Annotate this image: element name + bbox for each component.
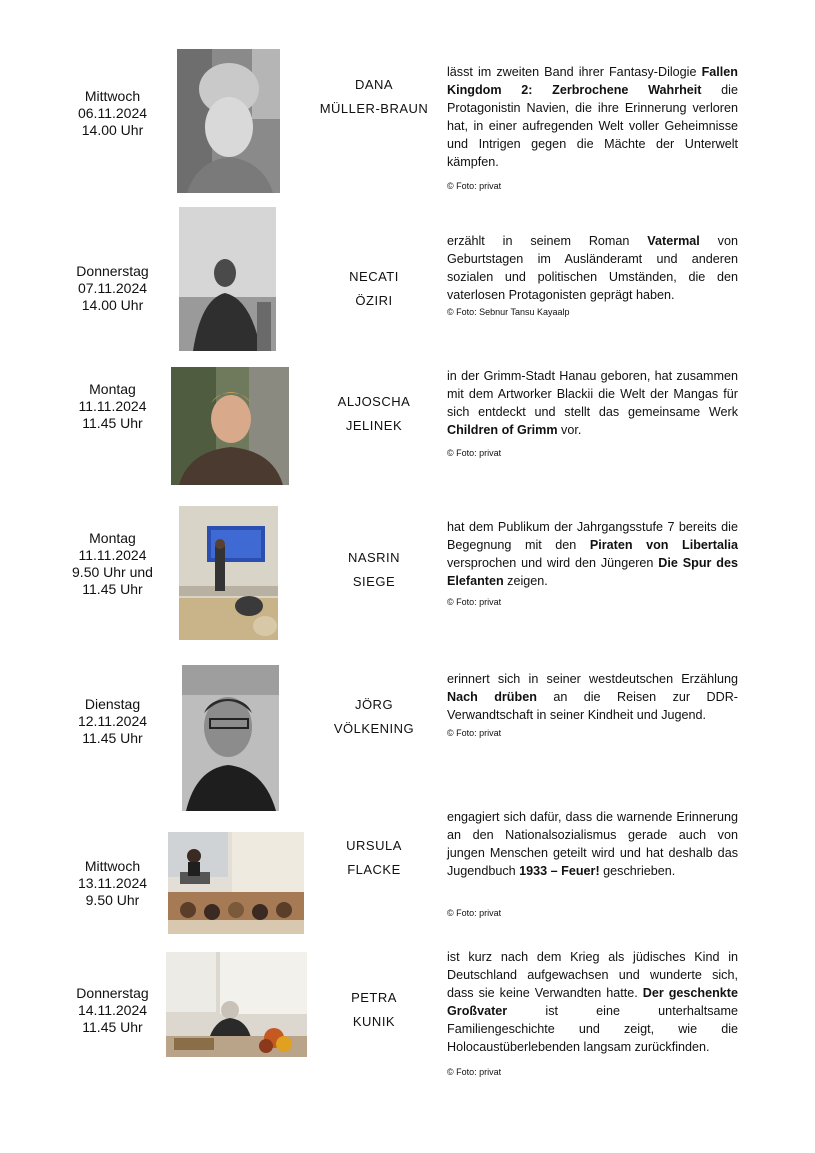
entry-date-5	[55, 696, 170, 747]
desc-text: erzählt in seinem Roman	[447, 234, 648, 248]
entry-time-2: 11.45 Uhr	[82, 581, 143, 597]
photo-credit-5: © Foto: privat	[447, 728, 502, 738]
desc-text: von Geburtstagen im Ausländeramt und anderen sozialen und politischen Umständen, die den vaterlosen Protagonisten geprägt haben.	[447, 234, 738, 302]
photo-credit-3: © Foto: privat	[447, 448, 502, 458]
book-title: Der geschenkte Großvater	[447, 986, 739, 1018]
name-line1: NASRIN	[347, 550, 401, 565]
entry-date: 14.11.2024	[77, 1002, 148, 1018]
author-photo-7	[166, 952, 307, 1057]
name-line2: SIEGE	[352, 574, 396, 589]
book-title: Fallen Kingdom 2: Zerbrochene Wahrheit	[447, 65, 738, 97]
name-line2: ÖZIRI	[355, 293, 393, 308]
entry-date-6	[55, 858, 170, 909]
name-line1: DANA	[354, 77, 394, 92]
author-name-2	[318, 265, 430, 313]
book-title: Piraten von Libertalia	[589, 538, 738, 552]
entry-day: Montag	[89, 381, 136, 397]
entry-date-7	[55, 985, 170, 1036]
photo-credit-7: © Foto: privat	[447, 1067, 502, 1077]
book-title: Nach drüben	[447, 690, 537, 704]
entry-time: 14.00 Uhr	[81, 297, 144, 313]
author-photo-4	[179, 506, 278, 640]
desc-text: geschrieben.	[599, 864, 676, 878]
entry-date: 12.11.2024	[77, 713, 148, 729]
desc-text: erinnert sich in seiner westdeutschen Erzählung	[447, 672, 738, 686]
desc-text: an die Reisen zur DDR-Verwandtschaft in seiner Kindheit und Jugend.	[447, 690, 738, 722]
entry-day: Mittwoch	[84, 88, 141, 104]
entry-time: 14.00 Uhr	[81, 122, 144, 138]
entry-description-4	[447, 518, 738, 590]
photo-credit-2: © Foto: Sebnur Tansu Kayaalp	[447, 307, 570, 317]
entry-time: 9.50 Uhr und	[72, 564, 153, 580]
desc-text: die Protagonistin Navien, die ihre Erinnerung verloren hat, in einer aufregenden Welt voller Geheimnisse und Intrigen gegen die Mächte der Unterwelt kämpfen.	[447, 83, 738, 169]
desc-text: vor.	[557, 423, 582, 437]
entry-description-1	[447, 63, 738, 171]
photo-credit-6: © Foto: privat	[447, 908, 502, 918]
desc-text: hat dem Publikum der Jahrgangsstufe 7 bereits die Begegnung mit den	[447, 520, 738, 552]
entry-day: Dienstag	[84, 696, 141, 712]
entry-date: 06.11.2024	[77, 105, 148, 121]
desc-text: lässt im zweiten Band ihrer Fantasy-Dilogie	[447, 65, 702, 79]
entry-description-2	[447, 232, 738, 304]
author-name-4	[318, 546, 430, 594]
entry-date-3	[55, 381, 170, 432]
author-photo-3	[171, 367, 289, 485]
entry-time: 11.45 Uhr	[82, 415, 143, 431]
name-line1: PETRA	[351, 990, 397, 1005]
desc-text: in der Grimm-Stadt Hanau geboren, hat zusammen mit dem Artworker Blackii die Welt der Mangas für sich entdeckt und stellt das gemeinsame Werk	[447, 369, 738, 419]
name-line2: FLACKE	[347, 862, 401, 877]
name-line1: NECATI	[349, 269, 399, 284]
entry-day: Mittwoch	[84, 858, 141, 874]
author-photo-5	[182, 665, 279, 811]
desc-text: engagiert sich dafür, dass die warnende Erinnerung an den Nationalsozialismus gerade auch von jungen Menschen geteilt wird und hat deshalb das Jugendbuch	[447, 810, 738, 878]
author-photo-1	[177, 49, 280, 193]
name-line2: MÜLLER-BRAUN	[319, 101, 429, 116]
entry-time: 11.45 Uhr	[82, 1019, 143, 1035]
entry-description-6	[447, 808, 738, 880]
author-photo-6	[168, 832, 304, 934]
entry-time: 9.50 Uhr	[85, 892, 140, 908]
entry-date: 07.11.2024	[77, 280, 148, 296]
name-line2: VÖLKENING	[333, 721, 415, 736]
photo-credit-4: © Foto: privat	[447, 597, 502, 607]
author-name-3	[318, 390, 430, 438]
desc-text: ist kurz nach dem Krieg als jüdisches Kind in Deutschland aufgewachsen und wunderte sich, dass sie keine Verwandten hatte.	[447, 950, 738, 1000]
author-name-1	[318, 73, 430, 121]
entry-day: Donnerstag	[76, 263, 149, 279]
desc-text: ist eine unterhaltsame Familiengeschichte und zeigt, wie die Holocaustüberlebenden langsam zurückfinden.	[447, 1004, 738, 1054]
author-name-5	[318, 693, 430, 741]
name-line1: URSULA	[346, 838, 402, 853]
name-line2: JELINEK	[345, 418, 403, 433]
photo-credit-1: © Foto: privat	[447, 181, 502, 191]
name-line2: KUNIK	[352, 1014, 396, 1029]
name-line1: JÖRG	[354, 697, 394, 712]
author-name-7	[318, 986, 430, 1034]
book-title: Vatermal	[647, 234, 700, 248]
entry-day: Donnerstag	[76, 985, 149, 1001]
entry-description-5	[447, 670, 738, 724]
name-line1: ALJOSCHA	[337, 394, 411, 409]
book-title: Children of Grimm	[447, 423, 558, 437]
entry-date: 13.11.2024	[77, 875, 148, 891]
book-title: Die Spur des Elefanten	[447, 556, 739, 588]
author-name-6	[318, 834, 430, 882]
entry-date: 11.11.2024	[78, 398, 147, 414]
entry-description-7	[447, 948, 738, 1056]
desc-text: versprochen und wird den Jüngeren	[447, 556, 659, 570]
desc-text: zeigen.	[503, 574, 548, 588]
entry-day: Montag	[89, 530, 136, 546]
entry-date-1	[55, 88, 170, 139]
entry-description-3	[447, 367, 738, 439]
book-title: 1933 – Feuer!	[519, 864, 600, 878]
entry-date: 11.11.2024	[78, 547, 147, 563]
entry-date-4	[55, 530, 170, 598]
entry-time: 11.45 Uhr	[82, 730, 143, 746]
entry-date-2	[55, 263, 170, 314]
author-photo-2	[179, 207, 276, 351]
